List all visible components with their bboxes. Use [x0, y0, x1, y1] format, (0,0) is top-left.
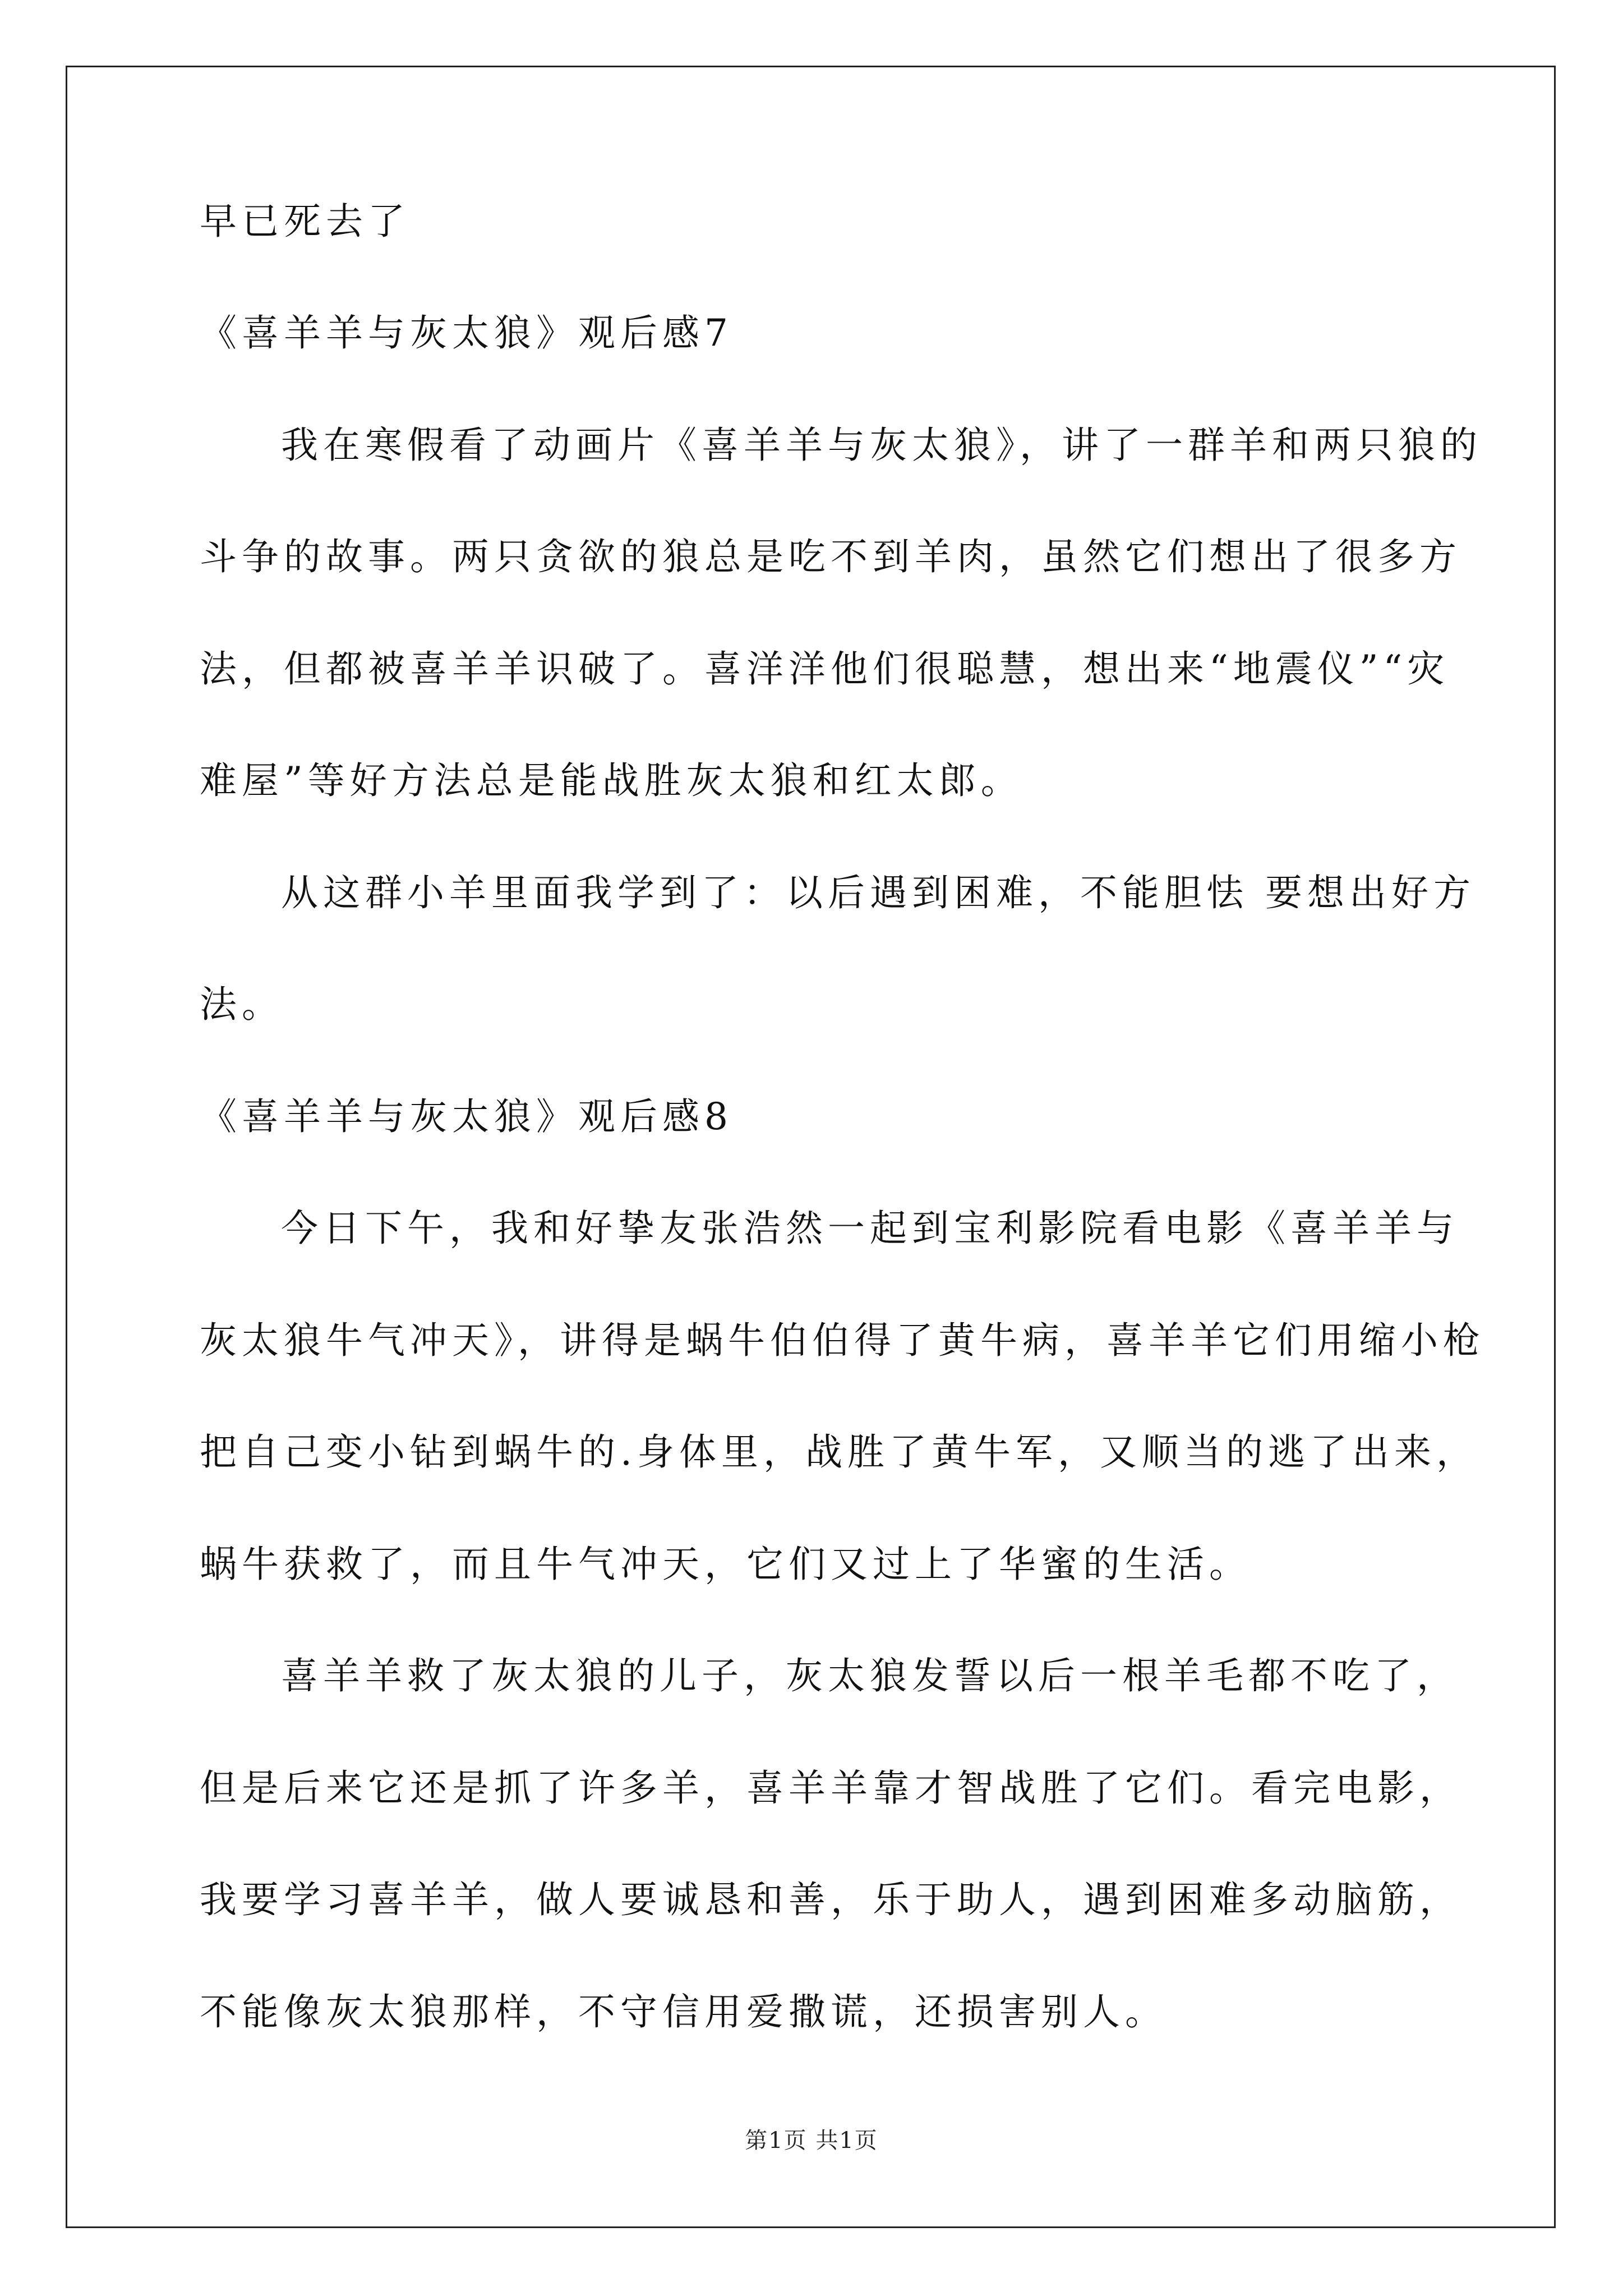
text-line: 法，但都被喜羊羊识破了。喜洋洋他们很聪慧，想出来“地震仪”“灾: [200, 647, 1450, 691]
text-line: 喜羊羊救了灰太狼的儿子，灰太狼发誓以后一根羊毛都不吃了，: [281, 1654, 1459, 1697]
text-line: 把自己变小钻到蜗牛的.身体里，战胜了黄牛军，又顺当的逃了出来，: [200, 1430, 1478, 1474]
text-line: 我在寒假看了动画片《喜羊羊与灰太狼》，讲了一群羊和两只狼的: [281, 424, 1482, 467]
text-line: 不能像灰太狼那样，不守信用爱撒谎，还损害别人。: [200, 1990, 1167, 2033]
text-line: 今日下午，我和好挚友张浩然一起到宝利影院看电影《喜羊羊与: [281, 1207, 1459, 1250]
section-heading: 《喜羊羊与灰太狼》观后感7: [200, 311, 733, 355]
text-line: 早已死去了: [200, 200, 410, 243]
text-line: 但是后来它还是抓了许多羊，喜羊羊靠才智战胜了它们。看完电影，: [200, 1766, 1461, 1810]
text-line: 难屋”等好方法总是能战胜灰太狼和红太郎。: [200, 759, 1023, 802]
text-line: 灰太狼牛气冲天》，讲得是蜗牛伯伯得了黄牛病，喜羊羊它们用缩小枪: [200, 1319, 1485, 1362]
text-line: 蜗牛获救了，而且牛气冲天，它们又过上了华蜜的生活。: [200, 1543, 1251, 1586]
section-heading: 《喜羊羊与灰太狼》观后感8: [200, 1095, 733, 1138]
page-number-footer: 第1页 共1页: [745, 2128, 878, 2154]
text-line: 法。: [200, 983, 284, 1026]
text-line: 斗争的故事。两只贪欲的狼总是吃不到羊肉，虽然它们想出了很多方: [200, 535, 1461, 578]
text-line: 我要学习喜羊羊，做人要诚恳和善，乐于助人，遇到困难多动脑筋，: [200, 1878, 1461, 1921]
text-line: 从这群小羊里面我学到了：以后遇到困难，不能胆怯 要想出好方: [281, 871, 1476, 914]
